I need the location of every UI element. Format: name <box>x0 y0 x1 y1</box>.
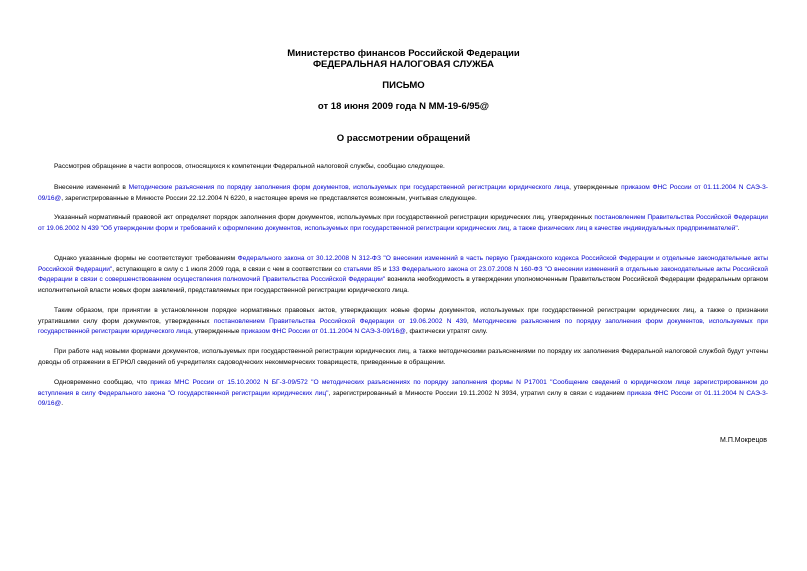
paragraph-6 <box>38 347 768 368</box>
paragraph-2 <box>38 183 768 204</box>
document-link[interactable]: приказ МНС России от 15.10.2002 N БГ-3-09/572 "О методических разъяснениях по порядку заполнения формы N Р17001 "Сообщение сведений о юридическом лице зарегистрированном до вступления в силу Федерального закона "О государственной регистрации юридических лиц" <box>38 379 768 397</box>
paragraph-text: , зарегистрированные в Минюсте России 22.12.2004 N 6220, в настоящее время не представляется возможным, учитывая следующее. <box>61 194 477 202</box>
service-title: ФЕДЕРАЛЬНАЯ НАЛОГОВАЯ СЛУЖБА <box>312 59 495 70</box>
signature: М.П.Мокрецов <box>720 437 767 444</box>
paragraph-4 <box>38 254 768 296</box>
document-link[interactable]: 133 Федерального закона от 23.07.2008 N 160-ФЗ "О внесении изменений в отдельные законодательные акты Российской Федерации в связи с совершенствованием осуществления полномочий Правительства Российской Федерации" <box>38 265 768 283</box>
paragraph-text: возникла необходимость в утверждении уполномоченным Правительством Российской Федерации федеральным органом исполнительной власти новых форм заявлений, представляемых при государственной регистрации юридического лица. <box>38 276 768 294</box>
paragraph-text: и <box>380 265 389 273</box>
paragraph-text: , утвержденные <box>569 184 622 191</box>
doc-type: ПИСЬМО <box>382 80 425 91</box>
paragraph-7 <box>38 378 768 410</box>
paragraph-text: При работе над новыми формами документов, используемых при государственной регистрации юридических лиц, а также методическими разъяснениями по порядку их заполнения Федеральной налоговой службой будут учтены доводы об отражении в ЕГРЮЛ сведений об учредителях садоводческих некоммерческих товариществ, приведенные в обращении. <box>38 348 768 366</box>
document-link[interactable]: Методические разъяснения по порядку заполнения форм документов, используемых при государственной регистрации юридического лица <box>38 317 768 335</box>
paragraph-3 <box>38 213 768 234</box>
paragraph-text: Одновременно сообщаю, что <box>54 379 151 386</box>
document-link[interactable]: постановлением Правительства Российской Федерации от 19.06.2002 N 439 <box>213 317 467 325</box>
document-link[interactable]: приказом ФНС России от 01.11.2004 N САЭ-3-09/16@ <box>38 184 768 202</box>
paragraph-text: Внесение изменений в <box>54 184 129 191</box>
paragraph-text: . <box>737 224 740 232</box>
document-link[interactable]: постановлением Правительства Российской Федерации от 19.06.2002 N 439 "Об утверждении форм и требований к оформлению документов, используемых при государственной регистрации юридических лиц, а также физических лиц в качестве индивидуальных предпринимателей" <box>38 214 768 232</box>
paragraph-1 <box>38 162 768 173</box>
paragraph-text: Указанный нормативный правовой акт определяет порядок заполнения форм документов, используемых при государственной регистрации юридических лиц, утвержденных <box>54 214 595 221</box>
document-link[interactable]: Федерального закона от 30.12.2008 N 312-ФЗ "О внесении изменений в часть первую Гражданского кодекса Российской Федерации и отдельные законодательные акты Российской Федерации" <box>38 255 769 273</box>
doc-reference: от 18 июня 2009 года N ММ-19-6/95@ <box>317 101 490 112</box>
doc-subject: О рассмотрении обращений <box>336 133 471 144</box>
ministry-title: Министерство финансов Российской Федерации <box>287 48 520 59</box>
paragraph-text: , фактически утратят силу. <box>405 328 488 335</box>
document-link[interactable]: Методические разъяснения по порядку заполнения форм документов, используемых при государственной регистрации юридического лица <box>128 184 570 191</box>
paragraph-text: Рассмотрев обращение в части вопросов, относящихся к компетенции Федеральной налоговой службы, сообщаю следующее. <box>54 163 445 170</box>
paragraph-text: Однако указанные формы не соответствуют требованиям <box>54 255 238 262</box>
paragraph-text: . <box>61 400 64 407</box>
paragraph-text: , зарегистрированный в Минюсте России 19.11.2002 N 3934, утратил силу в связи с изданием <box>328 389 628 397</box>
paragraph-5 <box>38 306 768 338</box>
paragraph-text: , утвержденные <box>191 328 242 335</box>
document-link[interactable]: приказом ФНС России от 01.11.2004 N САЭ-3-09/16@ <box>241 328 406 335</box>
paragraph-text: , <box>466 317 474 325</box>
document-link[interactable]: статьями 85 <box>343 265 381 273</box>
paragraph-text: , вступающего в силу с 1 июля 2009 года, в связи с чем в соответствии со <box>112 265 344 273</box>
document-link[interactable]: приказа ФНС России от 01.11.2004 N САЭ-3-09/16@ <box>38 389 768 407</box>
paragraph-text: Таким образом, при принятии в установленном порядке нормативных правовых актов, утверждающих новые формы документов, используемых при государственной регистрации юридических лиц, а также о признании утратившими силу форм документов, утвержденных <box>38 307 768 325</box>
